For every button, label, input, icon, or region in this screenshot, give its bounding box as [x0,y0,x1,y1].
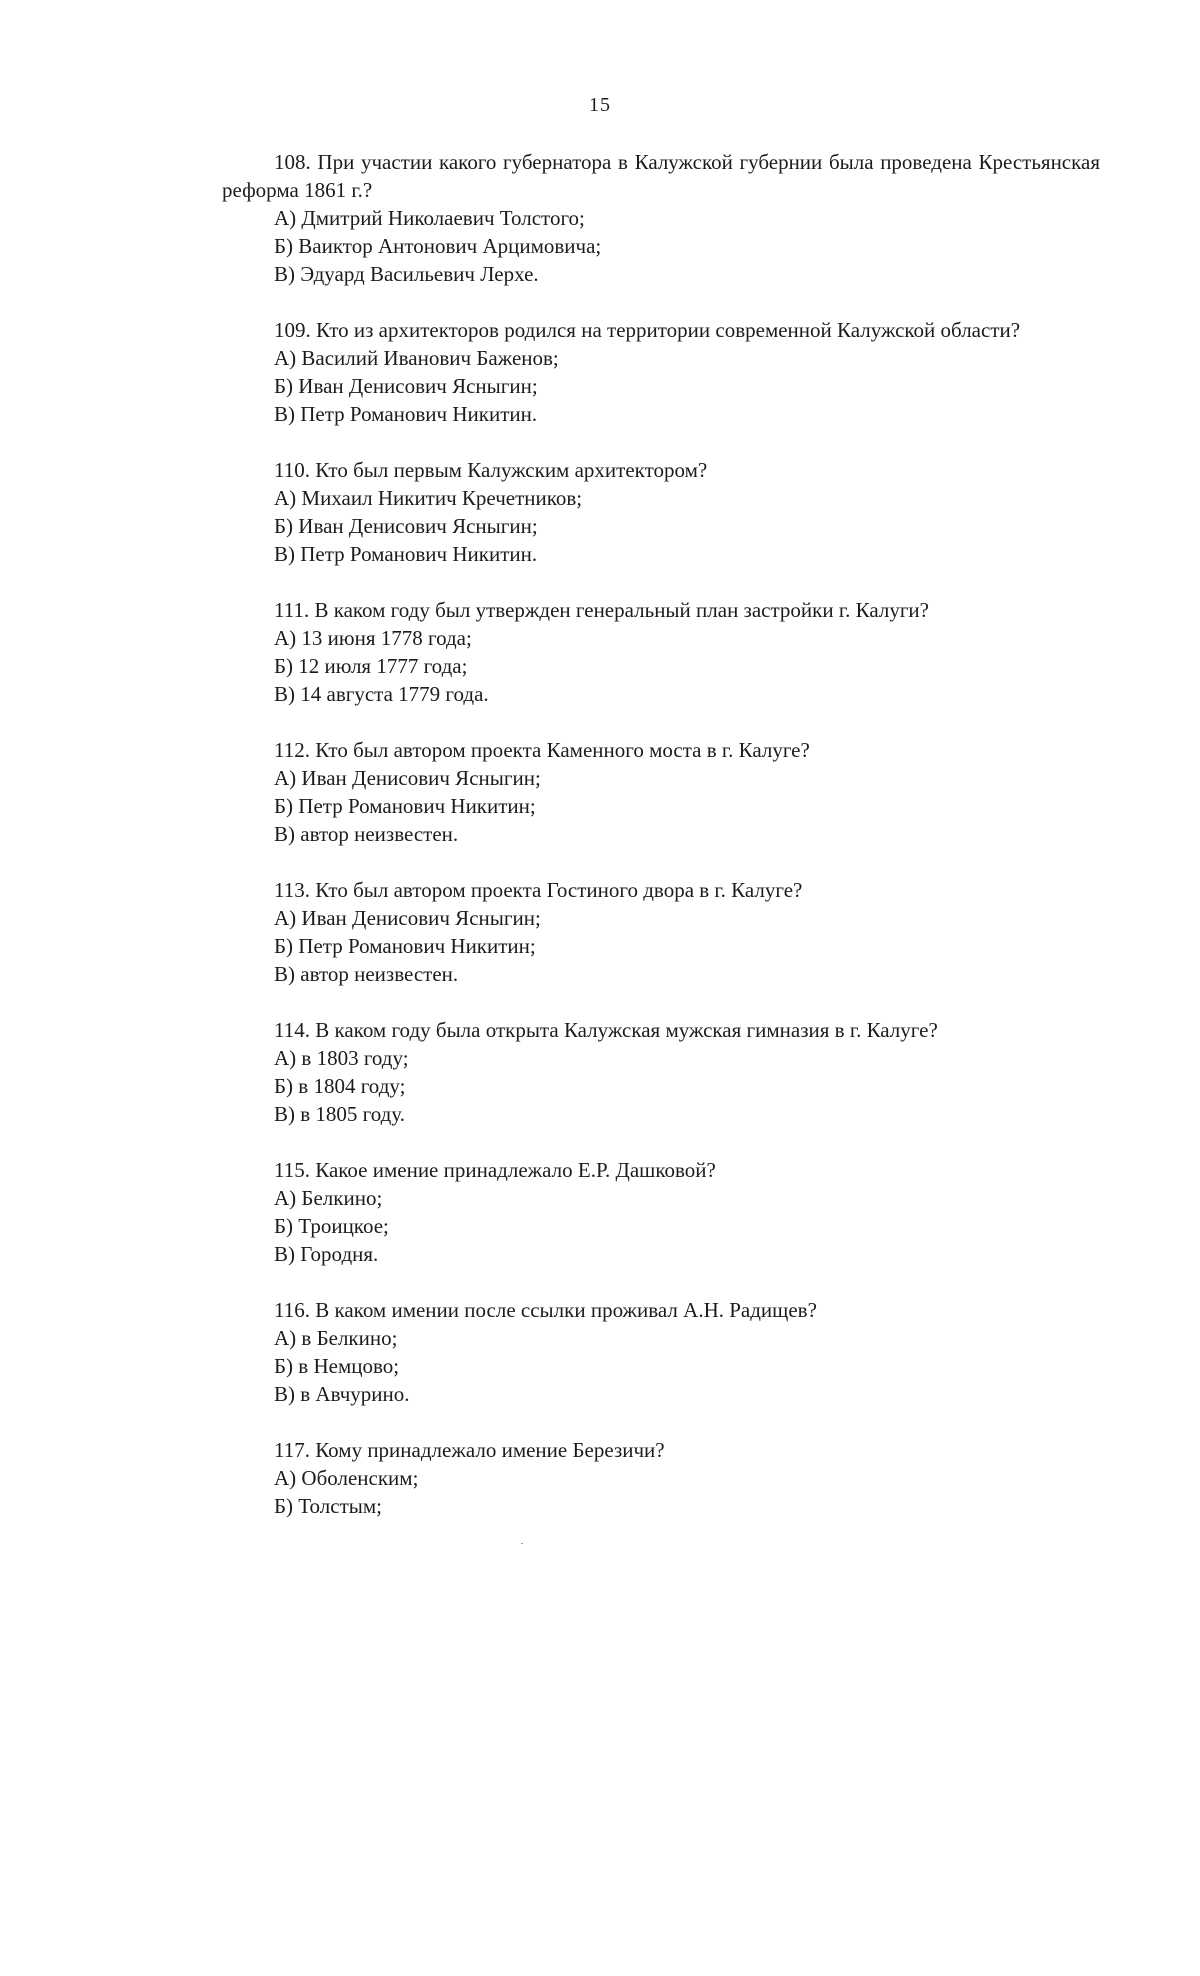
answer-option: Б) Троицкое; [274,1214,389,1238]
question-111 [222,596,1100,708]
answer-options [222,1324,1100,1408]
answer-option: В) Петр Романович Никитин. [274,542,538,566]
question-text: 117. Кому принадлежало имение Березичи? [274,1438,665,1462]
question-108 [222,148,1100,288]
answer-options [222,1044,1100,1128]
answer-option: А) Белкино; [274,1186,383,1210]
answer-options [222,1464,1100,1520]
answer-option: Б) в 1804 году; [274,1074,406,1098]
answer-options [222,1184,1100,1268]
question-text: 109. Кто из архитекторов родился на территории современной Калужской области? [274,318,1021,342]
question-109 [222,316,1100,428]
answer-option: В) автор неизвестен. [274,962,459,986]
answer-option: Б) в Немцово; [274,1354,400,1378]
scan-speck [521,1543,523,1544]
answer-option: А) в 1803 году; [274,1046,409,1070]
answer-option: Б) 12 июля 1777 года; [274,654,468,678]
answer-option: Б) Иван Денисович Ясныгин; [274,514,538,538]
question-text: 108. При участии какого губернатора в Калужской губернии была проведена Крестьянская реформа 1861 г.? [222,150,1100,202]
answer-option: А) 13 июня 1778 года; [274,626,472,650]
question-114 [222,1016,1100,1128]
answer-option: В) в Авчурино. [274,1382,410,1406]
answer-option: В) автор неизвестен. [274,822,459,846]
question-116 [222,1296,1100,1408]
answer-option: В) Петр Романович Никитин. [274,402,538,426]
answer-option: В) Эдуард Васильевич Лерхе. [274,262,539,286]
answer-option: Б) Ваиктор Антонович Арцимовича; [274,234,602,258]
answer-option: А) Василий Иванович Баженов; [274,346,559,370]
answer-option: Б) Толстым; [274,1494,382,1518]
answer-option: А) Иван Денисович Ясныгин; [274,906,541,930]
question-text: 111. В каком году был утвержден генеральный план застройки г. Калуги? [274,598,929,622]
question-list [222,148,1100,1548]
answer-option: В) в 1805 году. [274,1102,405,1126]
question-text: 113. Кто был автором проекта Гостиного двора в г. Калуге? [274,878,803,902]
question-117 [222,1436,1100,1520]
answer-options [222,764,1100,848]
question-text: 112. Кто был автором проекта Каменного моста в г. Калуге? [274,738,810,762]
question-110 [222,456,1100,568]
answer-options [222,204,1100,288]
answer-option: А) Иван Денисович Ясныгин; [274,766,541,790]
question-text: 116. В каком имении после ссылки проживал А.Н. Радищев? [274,1298,817,1322]
answer-option: А) Михаил Никитич Кречетников; [274,486,583,510]
answer-options [222,624,1100,708]
answer-option: В) 14 августа 1779 года. [274,682,489,706]
answer-options [222,904,1100,988]
question-112 [222,736,1100,848]
question-113 [222,876,1100,988]
answer-option: Б) Петр Романович Никитин; [274,934,536,958]
answer-option: А) в Белкино; [274,1326,398,1350]
answer-option: А) Дмитрий Николаевич Толстого; [274,206,585,230]
page-number: 15 [589,94,611,116]
answer-option: Б) Иван Денисович Ясныгин; [274,374,538,398]
answer-option: В) Городня. [274,1242,379,1266]
answer-option: А) Оболенским; [274,1466,419,1490]
question-text: 115. Какое имение принадлежало Е.Р. Дашковой? [274,1158,716,1182]
answer-options [222,484,1100,568]
answer-options [222,344,1100,428]
question-text: 114. В каком году была открыта Калужская мужская гимназия в г. Калуге? [274,1018,938,1042]
question-115 [222,1156,1100,1268]
question-text: 110. Кто был первым Калужским архитектором? [274,458,708,482]
answer-option: Б) Петр Романович Никитин; [274,794,536,818]
